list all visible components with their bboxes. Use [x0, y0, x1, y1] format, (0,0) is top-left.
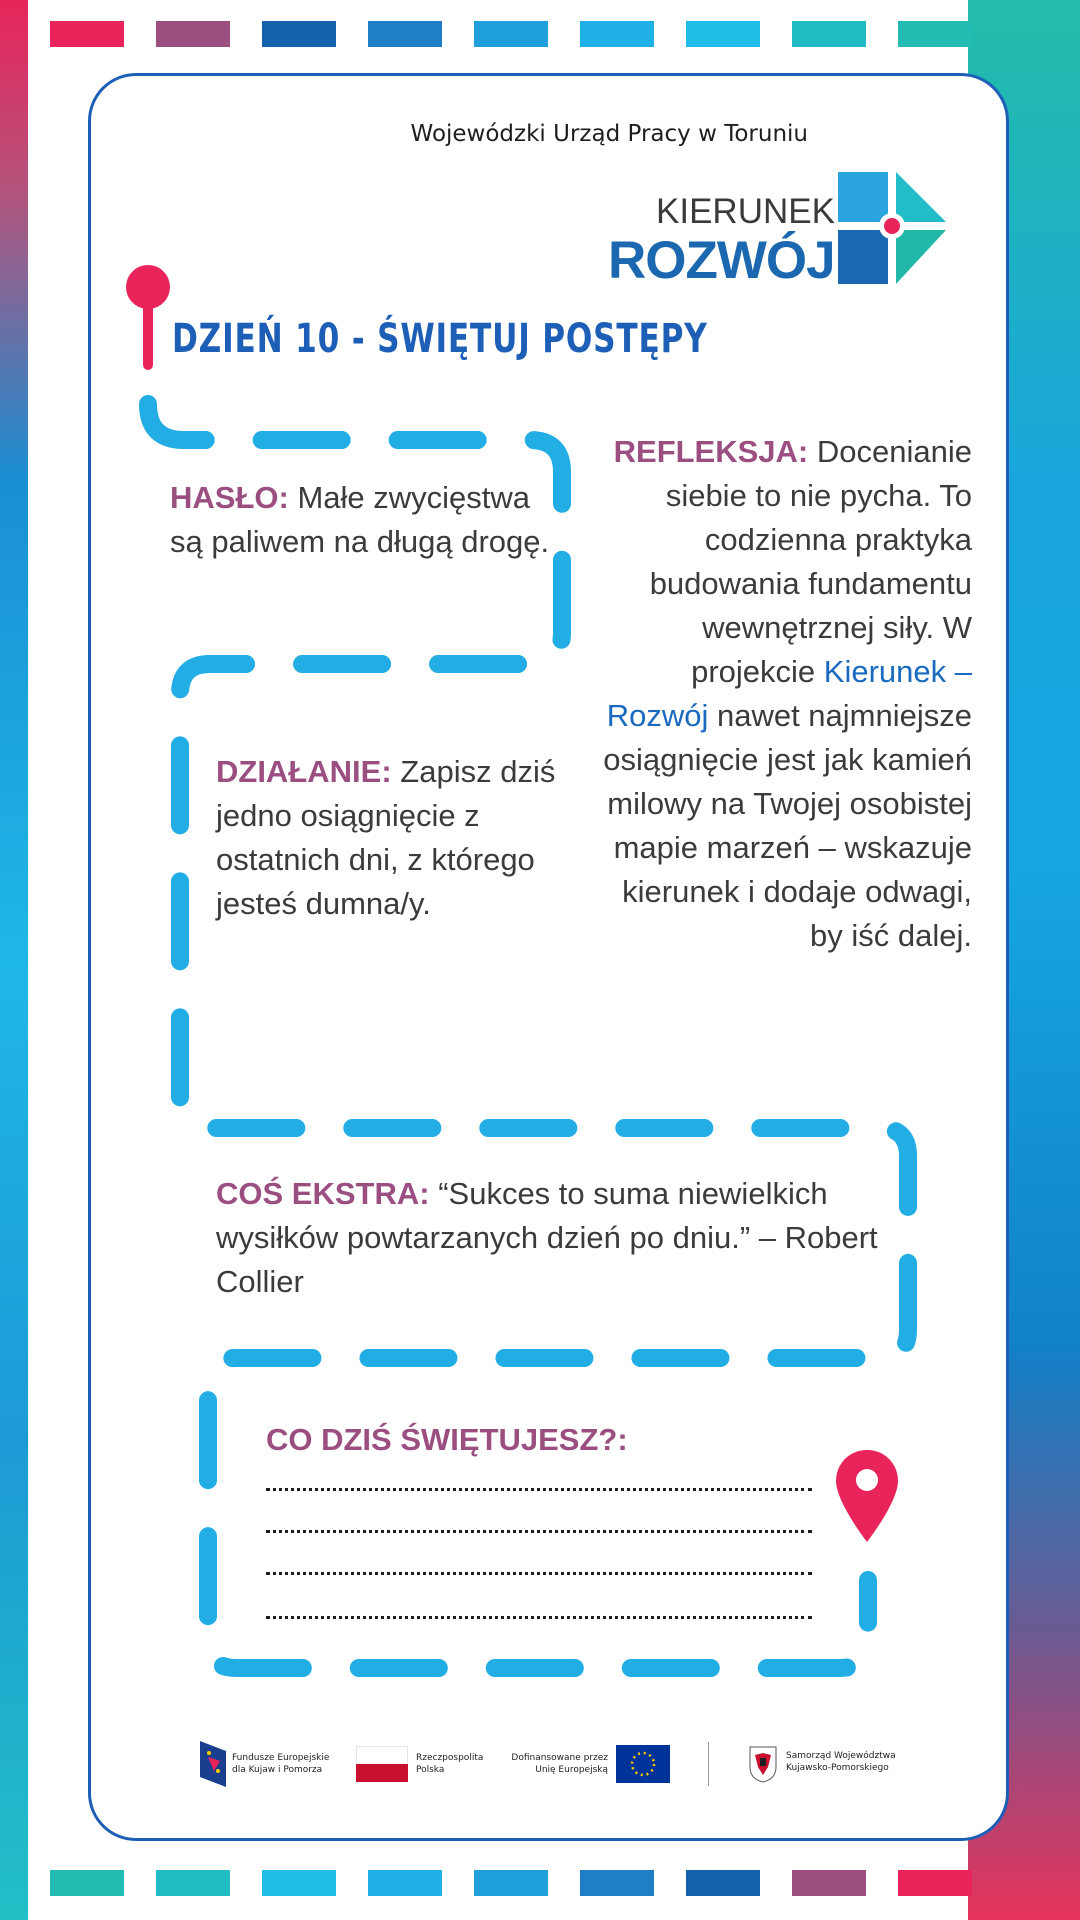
- haslo-text: Małe zwycięstwa są paliwem na długą drogę.: [170, 480, 550, 559]
- haslo-block: [170, 476, 550, 564]
- refleksja-text-a: Docenianie siebie to nie pycha. To codzienna praktyka budowania fundamentu wewnętrznej siły. W projekcie: [649, 434, 972, 689]
- left-gradient-stripe: [0, 0, 28, 1920]
- sw-logo: [748, 1738, 918, 1790]
- fe-logo: [200, 1738, 350, 1790]
- answer-line[interactable]: [266, 1488, 812, 1491]
- eu-flag-icon: [616, 1745, 670, 1783]
- logo-line2: ROZWÓJ: [608, 231, 835, 290]
- fe-label: Fundusze Europejskie dla Kujaw i Pomorza: [232, 1753, 330, 1775]
- ue-logo: [508, 1738, 678, 1790]
- coat-of-arms-icon: [748, 1745, 778, 1783]
- funding-footer: [200, 1738, 900, 1790]
- page-title: DZIEŃ 10 - ŚWIĘTUJ POSTĘPY: [172, 316, 708, 362]
- institution-name: Wojewódzki Urząd Pracy w Toruniu: [410, 121, 808, 147]
- pl-label: Rzeczpospolita Polska: [416, 1753, 484, 1775]
- pl-logo: [356, 1738, 506, 1790]
- extra-quote: “Sukces to suma niewielkich wysiłków powtarzanych dzień po dniu.” – Robert Collier: [216, 1176, 878, 1299]
- dzialanie-label: DZIAŁANIE:: [216, 754, 392, 789]
- logo-compass-icon: [838, 172, 956, 288]
- kierunek-rozwoj-logo: [608, 168, 958, 292]
- refleksja-block: [590, 430, 972, 958]
- refleksja-label: REFLEKSJA:: [613, 434, 809, 469]
- refleksja-text-b: nawet najmniejsze osiągnięcie jest jak kamień milowy na Twojej osobistej mapie marzeń – wskazuje kierunek i dodaje odwagi, by iść dalej.: [603, 698, 972, 953]
- answer-line[interactable]: [266, 1530, 812, 1533]
- answer-line[interactable]: [266, 1572, 812, 1575]
- sw-label: Samorząd Województwa Kujawsko-Pomorskiego: [786, 1751, 896, 1773]
- footer-divider: [708, 1742, 709, 1786]
- haslo-label: HASŁO:: [170, 480, 289, 515]
- project-name-link[interactable]: Kierunek – Rozwój: [606, 654, 972, 733]
- logo-line1: KIERUNEK: [656, 192, 835, 231]
- ue-label: Dofinansowane przez Unię Europejską: [511, 1753, 608, 1775]
- polish-flag-icon: [356, 1746, 408, 1782]
- dzialanie-block: [216, 750, 576, 926]
- dzialanie-text: Zapisz dziś jedno osiągnięcie z ostatnich dni, z którego jesteś dumna/y.: [216, 754, 556, 921]
- extra-block: [216, 1172, 906, 1304]
- fe-flag-icon: [200, 1741, 226, 1787]
- map-pin-top-icon: [124, 262, 172, 372]
- celebration-question: CO DZIŚ ŚWIĘTUJESZ?:: [266, 1422, 628, 1457]
- map-pin-bottom-icon: [834, 1448, 900, 1544]
- extra-label: COŚ EKSTRA:: [216, 1176, 430, 1211]
- answer-line[interactable]: [266, 1616, 812, 1619]
